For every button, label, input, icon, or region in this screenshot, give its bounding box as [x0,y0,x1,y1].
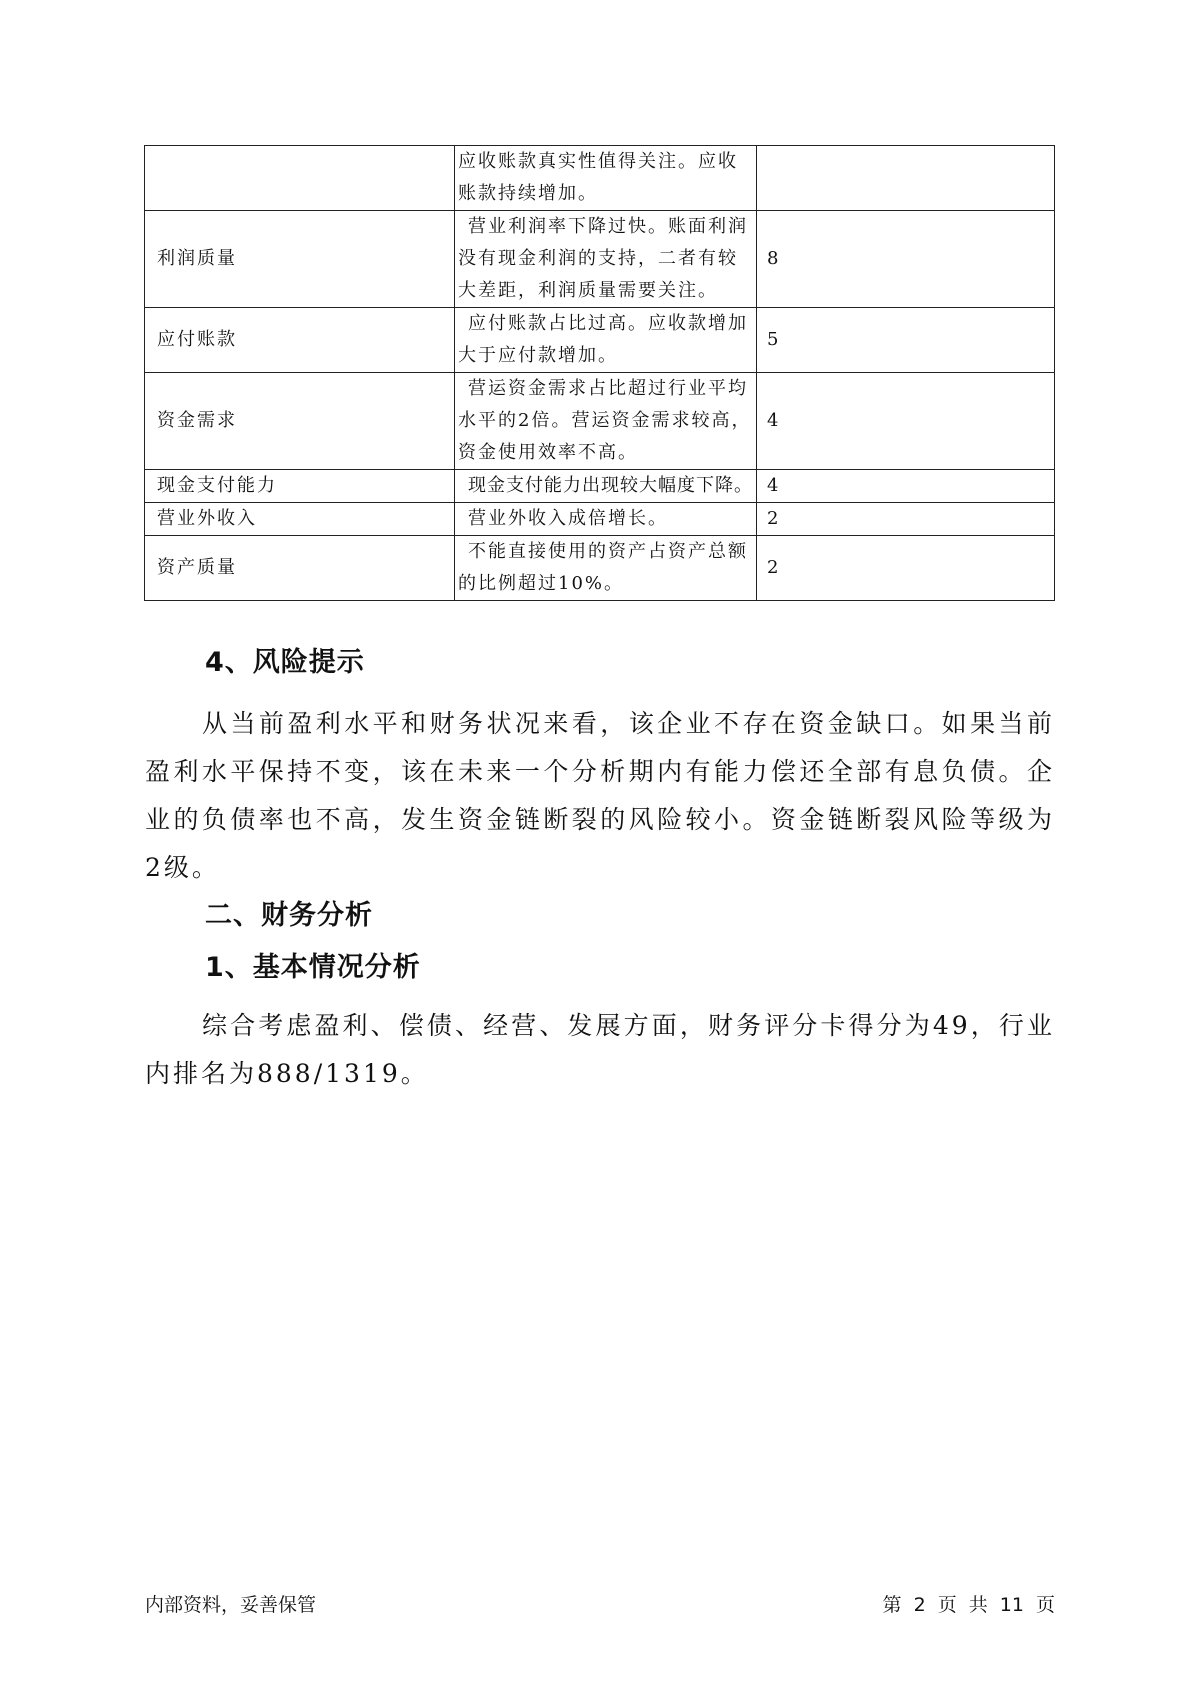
basic-analysis-paragraph: 综合考虑盈利、偿债、经营、发展方面，财务评分卡得分为49，行业内排名为888/1319。 [145,1011,1055,1088]
table-cell-desc: 现金支付能力出现较大幅度下降。 [455,470,757,503]
table-cell-score: 4 [757,373,1055,470]
table-cell-desc: 营运资金需求占比超过行业平均水平的2倍。营运资金需求较高，资金使用效率不高。 [455,373,757,470]
table-cell-desc: 不能直接使用的资产占资产总额的比例超过10%。 [455,536,757,601]
table-cell-score: 2 [757,536,1055,601]
table-cell-item [145,146,455,211]
table-cell-item: 利润质量 [145,211,455,308]
footer-page-number: 第 2 页 共 11 页 [882,1594,1055,1616]
footer-confidential-note: 内部资料，妥善保管 [145,1594,317,1616]
table-cell-score: 5 [757,308,1055,373]
table-cell-item: 现金支付能力 [145,470,455,503]
table-cell-item: 应付账款 [145,308,455,373]
risk-factor-table [144,145,1055,601]
table-row [145,211,1055,308]
table-cell-desc: 营业外收入成倍增长。 [455,503,757,536]
risk-warning-heading: 4、风险提示 [205,647,365,678]
table-row [145,146,1055,211]
table-cell-score: 8 [757,211,1055,308]
table-row [145,503,1055,536]
table-cell-score [757,146,1055,211]
table-row [145,470,1055,503]
table-cell-desc: 营业利润率下降过快。账面利润没有现金利润的支持，二者有较大差距，利润质量需要关注。 [455,211,757,308]
table-cell-item: 资金需求 [145,373,455,470]
table-cell-desc: 应付账款占比过高。应收款增加大于应付款增加。 [455,308,757,373]
table-row [145,536,1055,601]
table-row [145,308,1055,373]
table-cell-score: 4 [757,470,1055,503]
table-cell-item: 营业外收入 [145,503,455,536]
table-row [145,373,1055,470]
financial-analysis-heading: 二、财务分析 [205,900,373,931]
basic-analysis-heading: 1、基本情况分析 [205,952,421,983]
table-cell-item: 资产质量 [145,536,455,601]
risk-warning-paragraph: 从当前盈利水平和财务状况来看，该企业不存在资金缺口。如果当前盈利水平保持不变，该在未来一个分析期内有能力偿还全部有息负债。企业的负债率也不高，发生资金链断裂的风险较小。资金链断裂风险等级为2级。 [145,709,1055,882]
table-cell-desc: 应收账款真实性值得关注。应收账款持续增加。 [455,146,757,211]
table-cell-score: 2 [757,503,1055,536]
